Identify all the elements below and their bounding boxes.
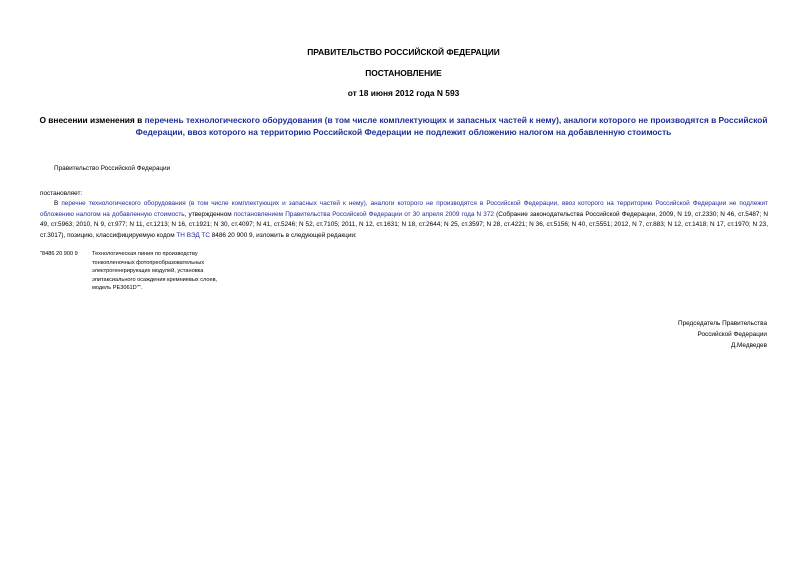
entry-description-line: модель PE3061D"". [92, 285, 143, 292]
heading-prefix: О внесении изменения в [39, 115, 145, 125]
entry-description-line: Технологическая линия по производству [92, 251, 198, 257]
entry-code: "8486 20 900 9 [40, 251, 78, 257]
body-link-resolution[interactable]: постановлением Правительства Российской Федерации от 30 апреля 2009 года N 372 [233, 210, 494, 218]
signature-block [678, 318, 767, 351]
signature-name: Д.Медведев [730, 342, 767, 349]
body-link-tnved[interactable]: ТН ВЭД ТС [176, 231, 210, 239]
entry-description-line: тонкопленочных фотопреобразовательных [92, 259, 205, 266]
body-paragraph [40, 199, 768, 241]
entry-description-line: эпитаксиального осаждения кремниевых слоев, [92, 276, 218, 283]
body-text-1: В [54, 200, 62, 207]
heading-link[interactable]: перечень технологического оборудования (в том числе комплектующих и запасных частей к нему), аналоги которого не производятся в Российской Федерации, ввоз которого на территорию Российской Федерации не подлежит обложению налогом на добавленную стоимость [135, 115, 768, 137]
document-type: ПОСТАНОВЛЕНИЕ [365, 68, 442, 78]
body-link-list[interactable]: перечне технологического оборудования (в том числе комплектующих и запасных частей к нему), аналоги которого не производятся в Российской Федерации, ввоз которого на территорию Российской Федерации не подлежит обложению налогом на добавленную стоимость [40, 200, 768, 218]
signature-country: Российской Федерации [697, 331, 767, 338]
body-text-3: (Собрание законодательства Российской Федерации, 2009, N 19, ст.2330; N 46, ст.5487; N 49, ст.5963; 2010, N 9, ст.977; N 11, ст.1213; N 16, ст.1921; N 30, ст.4097; N 41, ст.5246; N 52, ст.7105; 2011, N 12, ст.1631; N 18, ст.2644; N 25, ст.3597; N 28, ст.4221; N 36, ст.5156; N 40, ст.5551; 2012, N 7, ст.883; N 12, ст.1418; N 17, ст.1970; N 23, ст.3017), позицию, классифицируемую кодом [40, 210, 768, 239]
document-heading [32, 114, 775, 138]
signature-title: Председатель Правительства [678, 320, 767, 327]
decrees-text: постановляет: [40, 190, 83, 197]
body-text-2: , утвержденном [184, 210, 234, 218]
entry-description [92, 250, 262, 293]
government-title: ПРАВИТЕЛЬСТВО РОССИЙСКОЙ ФЕДЕРАЦИИ [307, 47, 500, 57]
entry-description-line: электрогенерирующих модулей, установка [92, 268, 204, 275]
document-date: от 18 июня 2012 года N 593 [347, 88, 460, 98]
issuer-text: Правительство Российской Федерации [54, 165, 171, 172]
body-text-4: 8486 20 900 9, изложить в следующей редакции: [209, 231, 357, 239]
